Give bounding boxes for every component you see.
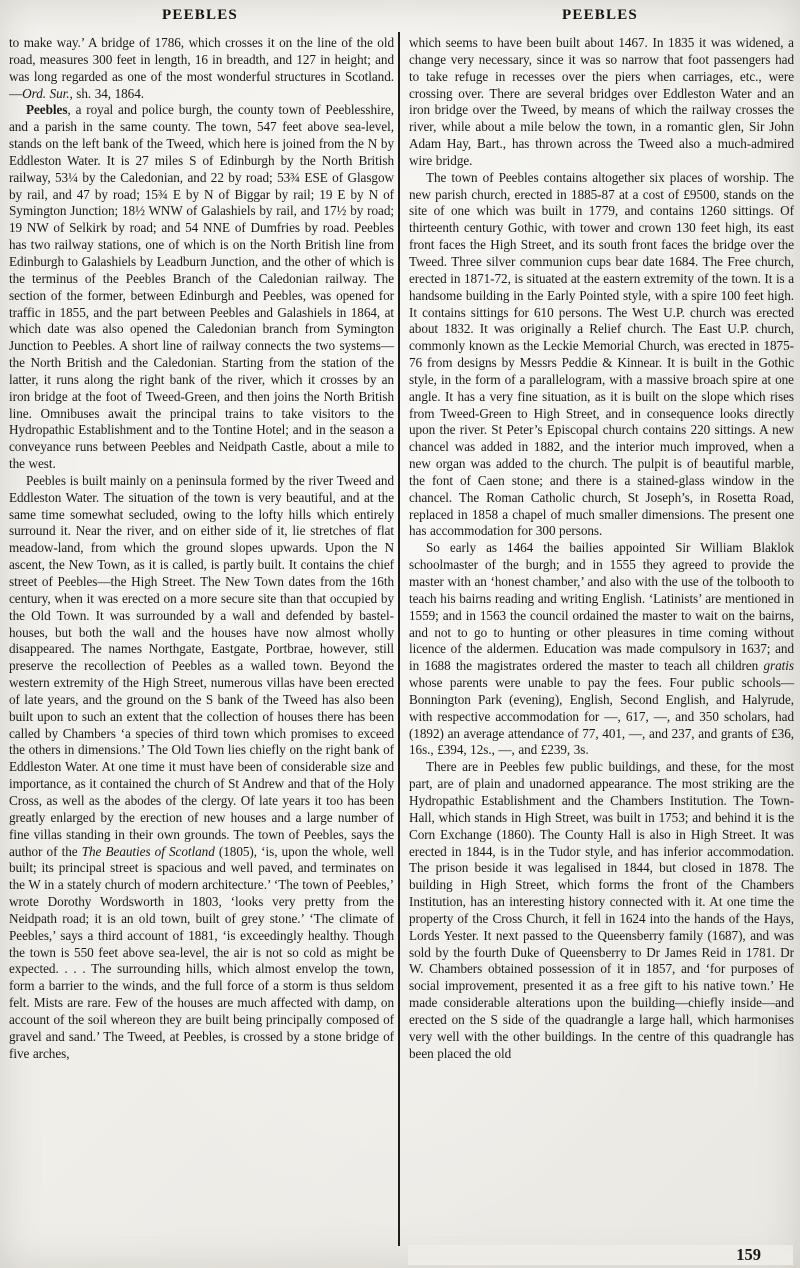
paragraph: [409, 170, 794, 541]
running-head-right: PEEBLES: [562, 7, 638, 23]
text-segment: , sh. 34, 1864.: [69, 85, 145, 101]
text-segment: whose parents were unable to pay the fees. Four public schools—Bonnington Park (evening), English, Second English, and Halyrude, with respective accommodation for —, 617, —, and 350 scholars, had (1892) an average attendance of 77, 401, —, and 237, and grants of £36, 16s., £394, 12s., —, and £239, 3s.: [409, 675, 794, 758]
text-segment: The town of Peebles contains altogether six places of worship. The new parish church, erected in 1885-87 at a cost of £9500, stands on the site of one which was built in 1779, and contains 1260 sittings. Of thirteenth century Gothic, with tower and crown 130 feet high, its east front faces the High Street, and its south front faces the bridge over the Tweed. Three silver communion cups bear date 1684. The Free church, erected in 1871-72, is situated at the eastern extremity of the town. It is a handsome building in the Early Pointed style, with a spire 100 feet high. It contains sittings for 610 persons. The West U.P. church was erected about 1832. It was originally a Relief church. The East U.P. church, commonly known as the Leckie Memorial Church, was erected in 1875-76 from designs by Messrs Peddie & Kinnear. It is built in the Gothic style, in the form of a parallelogram, with a massive broach spire at one angle. It has a very fine situation, as it is built on the slope which rises from Tweed-Green to High Street, and in consequence looks directly upon the river. St Peter’s Episcopal church contains 220 sittings. A new chancel was added in 1882, and the interior much improved, when a new organ was added to the church. The pulpit is of beautiful marble, the font of Caen stone; and there is a stained-glass window in the chancel. The Roman Catholic church, St Joseph’s, in Rosetta Road, replaced in 1858 a chapel of much smaller dimensions. The present one has accommodation for 300 persons.: [409, 169, 794, 539]
text-column-left: [9, 35, 394, 1062]
text-segment: which seems to have been built about 1467. In 1835 it was widened, a change very necessary, since it was so narrow that foot passengers had to take refuge in recesses over the piers when carriages, etc., were crossing over. There are several bridges over Eddleston Water and an iron bridge over the Tweed, by means of which the railway crosses the river, while about a mile below the town, in a romantic glen, Sir John Adam Hay, Bart., has thrown across the Tweed also a much-admired wire bridge.: [409, 35, 794, 168]
column-divider-rule: [398, 32, 400, 1246]
styled-text-segment: Peebles: [26, 102, 68, 118]
text-column-right: [409, 35, 794, 1062]
text-segment: (1805), ‘is, upon the whole, well built; its principal street is spacious and well paved, and terminates on the W in a stately church of modern architecture.’ ‘The town of Peebles,’ wrote Dorothy Wordsworth in 1803, ‘looks very pretty from the Neidpath road; it is an old town, built of grey stone.’ ‘The climate of Peebles,’ says a third account of 1881, ‘is exceedingly healthy. Though the town is 550 feet above sea-level, the air is not so cold as might be expected. . . . The surrounding hills, which almost envelop the town, form a barrier to the winds, and the full force of a storm is thus seldom felt. Mists are rare. Few of the houses are much affected with damp, on account of the soil whereon they are built being principally composed of gravel and sand.’ The Tweed, at Peebles, is crossed by a stone bridge of five arches,: [9, 843, 394, 1061]
paragraph: [409, 540, 794, 759]
text-segment: , a royal and police burgh, the county town of Peeblesshire, and a parish in the same county. The town, 547 feet above sea-level, stands on the left bank of the Tweed, which here is joined from the N by Eddleston Water. It is 27 miles S of Edinburgh by the North British railway, 53¼ by the Caledonian, and 22 by road; 53¾ ESE of Glasgow by rail, and 47 by road; 15¾ E by N of Biggar by rail; 19 E by N of Symington Junction; 18½ WNW of Galashiels by rail, and 17½ by road; 19 NW of Selkirk by road; and 54 NNE of Dumfries by road. Peebles has two railway stations, one of which is on the North British line from Edinburgh to Galashiels by Leadburn Junction, and the other of which is the terminus of the Peebles Branch of the Caledonian railway. The section of the former, between Edinburgh and Peebles, was opened for traffic in 1855, and the part between Peebles and Galashiels in 1864, at which date was also opened the Caledonian branch from Symington Junction to Peebles. A short line of railway connects the two systems—the North British and the Caledonian. Starting from the station of the latter, it runs along the right bank of the river, which it crosses by an iron bridge at the foot of Tweed-Green, and then joins the North British line. Omnibuses await the principal trains to take visitors to the Hydropathic Establishment and to the Tontine Hotel; and in the season a conveyance runs between Peebles and Neidpath Castle, about a mile to the west.: [9, 102, 394, 472]
paragraph: [409, 35, 794, 170]
styled-text-segment: gratis: [763, 658, 794, 674]
paragraph: [9, 35, 394, 102]
styled-text-segment: The Beauties of Scotland: [81, 843, 215, 859]
paragraph: [9, 102, 394, 473]
text-segment: There are in Peebles few public buildings, and these, for the most part, are of plain and unadorned appearance. The most striking are the Hydropathic Establishment and the Chambers Institution. The Town-Hall, which stands in High Street, was built in 1753; and behind it is the Corn Exchange (1860). The County Hall is also in High Street. It was erected in 1844, is in the Tudor style, and has inferior accommodation. The prison beside it was legalised in 1844, but closed in 1878. The building in High Street, which forms the front of the Chambers Institution, has an interesting history connected with it. At one time the property of the Cross Church, it fell in 1624 into the hands of the Hays, Lords Yester. It next passed to the Queensberry family (1687), and was sold by the fourth Duke of Queensberry to Dr James Reid in 1781. Dr W. Chambers obtained possession of it in 1857, and ‘for purposes of social improvement, presented it as a free gift to his native town.’ He made considerable alterations upon the building—chiefly inside—and erected on the S side of the quadrangle a large hall, which harmonises very well with the other buildings. In the centre of this quadrangle has been placed the old: [409, 759, 794, 1061]
text-segment: So early as 1464 the bailies appointed Sir William Blaklok schoolmaster of the burgh; and in 1555 they agreed to provide the master with an ‘honest chamber,’ and also with the use of the tolbooth to teach his bairns reading and writing English. ‘Latinists’ are mentioned in 1559; and in 1563 the council ordained the master to wait on the bairns, and not to go to hunting or other pleasures in time coming without licence of the aldermen. Education was made compulsory in 1637; and in 1688 the magistrates ordered the master to teach all children: [409, 540, 794, 674]
styled-text-segment: Ord. Sur.: [22, 85, 70, 101]
paragraph: [9, 473, 394, 1063]
page-number: 159: [408, 1245, 793, 1265]
text-segment: Peebles is built mainly on a peninsula formed by the river Tweed and Eddleston Water. The situation of the town is very beautiful, and at the same time somewhat secluded, owing to the lofty hills which entirely surround it. Near the river, and on either side of it, lie stretches of flat meadow-land, from which the ground slopes upwards. Upon the N ascent, the New Town, as it is called, is partly built. It contains the chief street of Peebles—the High Street. The New Town dates from the 16th century, when it was erected on a more secure site than that occupied by the Old Town. It was surrounded by a wall and defended by bastel-houses, but both the wall and the houses have now almost wholly disappeared. The names Northgate, Eastgate, Portbrae, however, still preserve the recollection of Peebles as a walled town. Beyond the western extremity of the High Street, numerous villas have been erected of late years, and the ground on the S bank of the Tweed has also been built upon to such an extent that the collection of houses there has been called by Chambers ‘a species of third town which promises to exceed the others in dimensions.’ The Old Town lies chiefly on the right bank of Eddleston Water. At one time it must have been of considerable size and importance, as it contained the church of St Andrew and that of the Holy Cross, as well as the abodes of the clergy. Of late years it too has been greatly enlarged by the erection of new houses and a large number of fine villas standing in their own grounds. The town of Peebles, says the author of the: [9, 472, 394, 859]
paragraph: [409, 759, 794, 1062]
text-segment: to make way.’ A bridge of 1786, which crosses it on the line of the old road, measures 300 feet in length, 16 in breadth, and 127 in height; and was long regarded as one of the most wonderful structures in Scotland.—: [9, 35, 394, 101]
running-head-left: PEEBLES: [162, 7, 238, 23]
